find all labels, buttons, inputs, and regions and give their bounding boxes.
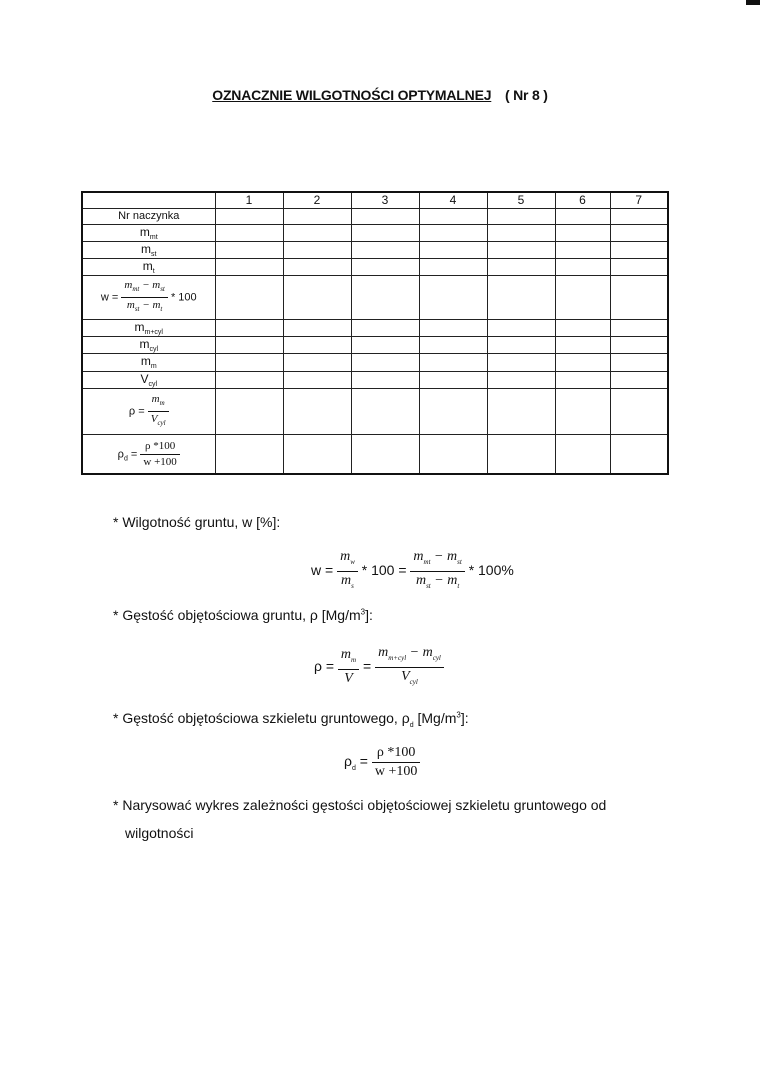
table-cell[interactable]: [283, 354, 351, 371]
column-header: 3: [351, 192, 419, 208]
table-cell[interactable]: [610, 241, 668, 258]
table-cell[interactable]: [610, 224, 668, 241]
section-narysowac: * Narysować wykres zależności gęstości objętościowej szkieletu gruntowego od: [113, 797, 607, 813]
table-cell[interactable]: [487, 354, 555, 371]
section-text-end: ]:: [365, 607, 373, 623]
table-cell[interactable]: [610, 258, 668, 275]
row-label-mm: [82, 354, 215, 371]
table-cell[interactable]: [555, 320, 610, 337]
table-cell[interactable]: [487, 371, 555, 388]
table-cell[interactable]: [419, 434, 487, 474]
table-row: [82, 320, 668, 337]
section-text: * Gęstość objętościowa gruntu, ρ [Mg/m: [113, 607, 361, 623]
table-cell[interactable]: [419, 224, 487, 241]
subscript: d: [123, 455, 128, 463]
table-cell[interactable]: [419, 388, 487, 434]
subscript: m: [351, 656, 357, 665]
fraction-denominator: [121, 298, 168, 317]
fraction-denominator: [148, 412, 169, 431]
symbol: m: [139, 337, 150, 352]
symbol: m: [340, 549, 351, 564]
table-row: [82, 224, 668, 241]
column-header: 7: [610, 192, 668, 208]
formula-lhs: ρ =: [128, 405, 145, 418]
table-cell[interactable]: [487, 276, 555, 320]
table-cell[interactable]: [351, 371, 419, 388]
rho-fraction: [148, 392, 169, 431]
section-text-end: ]:: [460, 710, 469, 726]
subscript: mt: [149, 233, 158, 241]
formula-lhs: ρ =: [314, 658, 335, 674]
table-cell[interactable]: [215, 258, 283, 275]
fraction-numerator: [337, 548, 358, 572]
table-cell[interactable]: [419, 337, 487, 354]
row-label-mm-cyl: [82, 320, 215, 337]
subscript: t: [457, 581, 460, 590]
fraction-numerator: ρ *100: [140, 439, 179, 455]
table-cell[interactable]: [487, 337, 555, 354]
subscript: m+cyl: [144, 329, 163, 337]
table-cell[interactable]: [283, 241, 351, 258]
table-cell[interactable]: [419, 320, 487, 337]
fraction-denominator: [337, 572, 358, 595]
fraction-denominator: [375, 668, 444, 691]
formula-lhs: w =: [100, 291, 119, 304]
column-header: 6: [555, 192, 610, 208]
symbol: m: [447, 572, 458, 588]
table-row: [82, 388, 668, 434]
section-szkielet: [113, 710, 469, 729]
table-cell[interactable]: [487, 241, 555, 258]
superscript: 3: [360, 607, 366, 617]
row-label-mcyl: [82, 337, 215, 354]
symbol: V: [140, 371, 149, 386]
symbol: V: [401, 668, 410, 684]
table-row: [82, 258, 668, 275]
table-cell[interactable]: [215, 337, 283, 354]
minus-sign: −: [142, 278, 150, 291]
table-row: [82, 208, 668, 224]
formula-rhod: [344, 744, 420, 781]
section-narysowac-cont: wilgotności: [125, 825, 194, 841]
subscript: mt: [423, 557, 431, 566]
subscript: m: [159, 398, 165, 407]
subscript: w: [350, 557, 355, 566]
table-cell[interactable]: [487, 388, 555, 434]
table-corner-cell: [82, 192, 215, 208]
symbol: m: [126, 299, 135, 312]
column-header: 5: [487, 192, 555, 208]
table-cell[interactable]: [351, 276, 419, 320]
table-cell[interactable]: [555, 371, 610, 388]
table-cell[interactable]: [555, 434, 610, 474]
symbol: m: [422, 645, 433, 660]
minus-sign: −: [434, 549, 444, 564]
table-cell[interactable]: [610, 320, 668, 337]
symbol: m: [415, 572, 427, 588]
table-cell[interactable]: [215, 241, 283, 258]
section-wilgotnosc: * Wilgotność gruntu, w [%]:: [113, 514, 281, 530]
table-cell[interactable]: [610, 337, 668, 354]
table-cell[interactable]: [487, 258, 555, 275]
formula-rho: [314, 644, 444, 691]
table-cell[interactable]: [215, 371, 283, 388]
fraction-numerator: [148, 392, 169, 412]
subscript: m: [150, 363, 157, 371]
table-cell[interactable]: [419, 276, 487, 320]
symbol: m: [413, 549, 424, 564]
table-cell[interactable]: [419, 371, 487, 388]
equals-sign: =: [130, 447, 138, 460]
row-label-text: Nr naczynka: [118, 210, 180, 222]
formula-mid: * 100 =: [361, 562, 407, 578]
formula-fraction: [338, 646, 359, 688]
table-cell[interactable]: [215, 320, 283, 337]
symbol: m: [152, 299, 161, 312]
table-cell[interactable]: [419, 208, 487, 224]
subscript: s: [351, 581, 354, 590]
table-cell[interactable]: [351, 434, 419, 474]
table-cell[interactable]: [555, 258, 610, 275]
table-header-row: [82, 192, 668, 208]
table-cell[interactable]: [351, 241, 419, 258]
symbol: V: [150, 412, 158, 425]
subscript: m+cyl: [388, 653, 407, 662]
table-cell[interactable]: [283, 337, 351, 354]
table-cell[interactable]: [351, 258, 419, 275]
formula-lhs: ρ: [344, 753, 352, 770]
table-cell[interactable]: [419, 241, 487, 258]
table-cell[interactable]: [283, 258, 351, 275]
table-cell[interactable]: [215, 208, 283, 224]
table-cell[interactable]: [215, 434, 283, 474]
subscript: st: [151, 250, 157, 258]
measurement-table: [81, 191, 669, 475]
formula-multiplier: * 100: [170, 291, 197, 304]
formula-lhs: w =: [311, 562, 334, 578]
row-label-mt: [82, 258, 215, 275]
subscript: st: [134, 305, 140, 314]
fraction-denominator: w +100: [374, 764, 418, 779]
table-cell[interactable]: [215, 354, 283, 371]
column-header: 2: [283, 192, 351, 208]
page-title: [0, 87, 760, 103]
subscript: cyl: [149, 346, 159, 354]
symbol: m: [151, 392, 160, 405]
minus-sign: −: [409, 645, 420, 660]
table-cell[interactable]: [610, 371, 668, 388]
row-label-mmt: [82, 224, 215, 241]
formula-fraction: [410, 548, 464, 595]
table-cell[interactable]: [283, 276, 351, 320]
subscript: st: [426, 581, 431, 590]
row-label-rho-formula: [82, 388, 215, 434]
table-row: [82, 337, 668, 354]
scan-corner-mark: [746, 0, 760, 5]
symbol: m: [447, 549, 458, 564]
subscript: t: [160, 305, 163, 314]
section-unit: [Mg/m: [413, 710, 457, 726]
table-cell[interactable]: [351, 337, 419, 354]
table-row: [82, 276, 668, 320]
row-label-rhod-formula: [82, 434, 215, 474]
symbol: m: [140, 354, 151, 369]
subscript: t: [152, 268, 155, 276]
fraction-numerator: [410, 548, 464, 572]
table-cell[interactable]: [555, 241, 610, 258]
table-cell[interactable]: [555, 224, 610, 241]
subscript: cyl: [432, 653, 441, 662]
formula-fraction: [375, 644, 444, 691]
table-cell[interactable]: [555, 276, 610, 320]
table-cell[interactable]: [610, 276, 668, 320]
formula-w: [311, 548, 514, 595]
fraction-denominator: w +100: [143, 455, 177, 468]
table-cell[interactable]: [555, 337, 610, 354]
table-cell[interactable]: [283, 208, 351, 224]
table-cell[interactable]: [283, 224, 351, 241]
table-cell[interactable]: [610, 434, 668, 474]
symbol: m: [134, 320, 145, 335]
table-row: [82, 241, 668, 258]
fraction-numerator: [375, 644, 444, 668]
table-cell[interactable]: [487, 434, 555, 474]
fraction-denominator: V: [344, 671, 353, 687]
symbol: m: [124, 278, 133, 291]
table-cell[interactable]: [283, 434, 351, 474]
rhod-fraction: [140, 439, 179, 470]
table-cell[interactable]: [283, 371, 351, 388]
symbol: m: [378, 645, 389, 660]
subscript: st: [457, 557, 462, 566]
symbol: m: [340, 647, 352, 663]
table-cell[interactable]: [610, 388, 668, 434]
equals-sign: =: [363, 658, 372, 674]
table-cell[interactable]: [555, 388, 610, 434]
table-cell[interactable]: [487, 320, 555, 337]
formula-tail: * 100%: [468, 562, 514, 578]
table-cell[interactable]: [419, 354, 487, 371]
fraction-numerator: [121, 278, 168, 298]
section-gestosc: [113, 607, 373, 623]
subscript: cyl: [148, 380, 158, 388]
fraction-numerator: ρ *100: [372, 744, 421, 763]
title-text: OZNACZNIE WILGOTNOŚCI OPTYMALNEJ: [212, 87, 492, 103]
column-header: 1: [215, 192, 283, 208]
formula-fraction: [337, 548, 358, 595]
table-cell[interactable]: [351, 208, 419, 224]
minus-sign: −: [434, 572, 444, 588]
formula-fraction: [372, 744, 421, 781]
subscript: d: [351, 765, 356, 772]
table-cell[interactable]: [215, 276, 283, 320]
title-number: ( Nr 8 ): [505, 87, 548, 103]
row-label-vcyl: [82, 371, 215, 388]
w-fraction: [121, 278, 168, 317]
subscript: mt: [132, 285, 140, 294]
table-cell[interactable]: [610, 354, 668, 371]
row-label-nr-naczynka: [82, 208, 215, 224]
table-cell[interactable]: [487, 208, 555, 224]
row-label-mst: [82, 241, 215, 258]
table-cell[interactable]: [610, 208, 668, 224]
subscript: d: [409, 721, 414, 729]
subscript: cyl: [409, 677, 418, 686]
symbol: m: [141, 241, 152, 256]
subscript: st: [160, 285, 165, 294]
equals-sign: =: [359, 753, 368, 770]
table-cell[interactable]: [351, 388, 419, 434]
table-cell[interactable]: [487, 224, 555, 241]
column-header: 4: [419, 192, 487, 208]
table-row: [82, 371, 668, 388]
table-cell[interactable]: [215, 224, 283, 241]
table-row: [82, 354, 668, 371]
table-cell[interactable]: [351, 354, 419, 371]
fraction-denominator: [410, 572, 464, 595]
formula-lhs: ρ: [117, 447, 124, 460]
minus-sign: −: [142, 299, 150, 312]
section-text: * Gęstość objętościowa szkieletu gruntowego, ρ: [113, 710, 410, 726]
table-cell[interactable]: [215, 388, 283, 434]
table-cell[interactable]: [555, 354, 610, 371]
symbol: m: [341, 572, 352, 588]
superscript: 3: [456, 710, 461, 720]
table-cell[interactable]: [283, 320, 351, 337]
row-label-w-formula: [82, 276, 215, 320]
symbol: m: [152, 278, 161, 291]
symbol: m: [142, 258, 153, 273]
table-cell[interactable]: [555, 208, 610, 224]
table-cell[interactable]: [351, 320, 419, 337]
table-cell[interactable]: [419, 258, 487, 275]
table-row: [82, 434, 668, 474]
symbol: m: [139, 224, 150, 239]
table-cell[interactable]: [283, 388, 351, 434]
subscript: cyl: [157, 419, 166, 427]
fraction-numerator: [338, 646, 359, 670]
table-cell[interactable]: [351, 224, 419, 241]
